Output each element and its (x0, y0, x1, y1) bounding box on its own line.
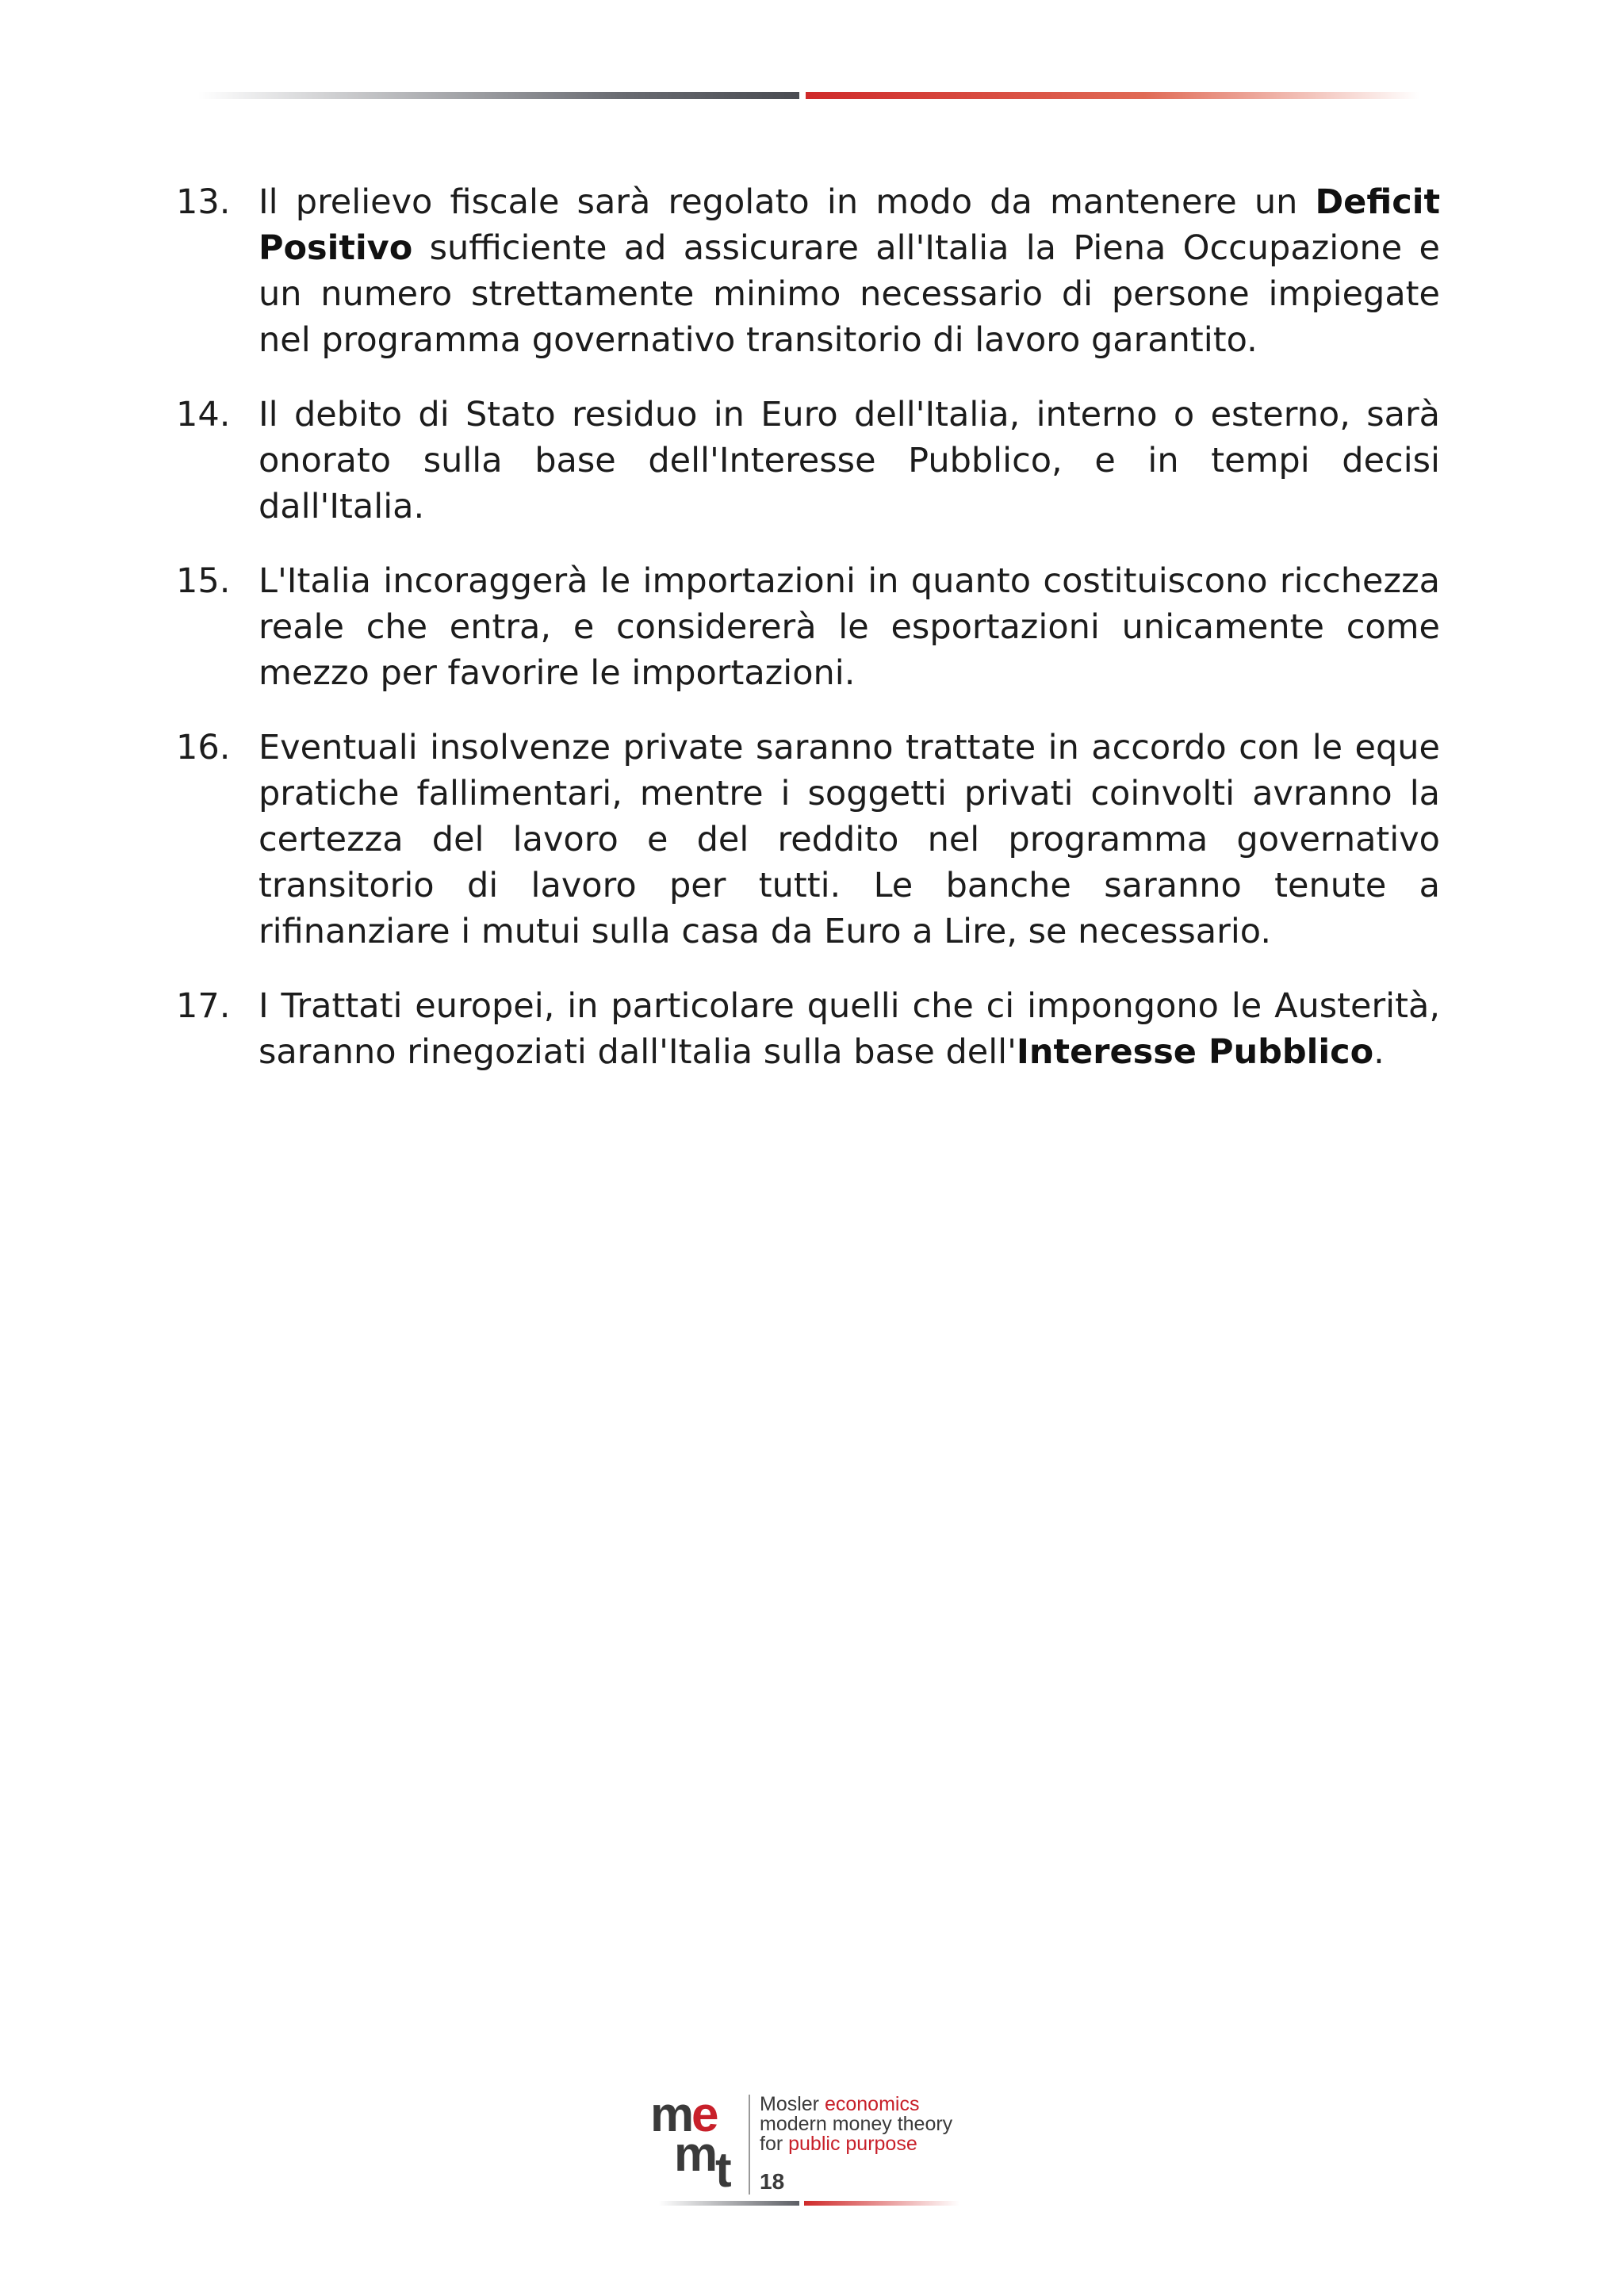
logo-divider (749, 2095, 750, 2195)
document-body (176, 179, 1440, 1104)
tagline-line-2: modern money theory (760, 2113, 953, 2135)
list-item (176, 983, 1440, 1075)
tagline-line-3 (760, 2134, 952, 2154)
tagline-mosler: Mosler (760, 2093, 825, 2115)
footer-rule (658, 2201, 959, 2206)
text-run: . (1373, 1032, 1385, 1072)
list-item (176, 392, 1440, 530)
item-text (259, 983, 1440, 1075)
item-text (259, 392, 1440, 530)
header-rule-grey (198, 92, 799, 99)
page-number: 18 (760, 2169, 785, 2194)
svg-text:e: e (691, 2087, 719, 2142)
text-run: Il debito di Stato residuo in Euro dell'Italia, interno o esterno, sarà onorato sulla base dell'Interesse Pubblico, e in tempi decisi dall'Italia. (259, 395, 1440, 526)
tagline-for: for (760, 2133, 789, 2155)
footer-rule-red (804, 2201, 959, 2206)
bold-term: Interesse Pubblico (1016, 1032, 1374, 1072)
header-rule (198, 92, 1419, 99)
svg-text:m: m (674, 2127, 714, 2182)
footer-rule-grey (658, 2201, 799, 2206)
svg-text:t: t (715, 2143, 732, 2188)
item-number: 17. (176, 986, 231, 1026)
item-number: 13. (176, 182, 231, 222)
list-item (176, 179, 1440, 363)
item-number: 15. (176, 561, 231, 601)
logo-tagline (760, 2095, 952, 2154)
list-item (176, 558, 1440, 696)
text-run: Eventuali insolvenze private saranno trattate in accordo con le eque pratiche fallimentari, mentre i soggetti privati coinvolti avranno la certezza del lavoro e del reddito nel programma governativo transitorio di lavoro per tutti. Le banche saranno tenute a rifinanziare i mutui sulla casa da Euro a Lire, se necessario. (259, 728, 1440, 951)
list-item (176, 725, 1440, 955)
item-number: 16. (176, 728, 231, 767)
tagline-line-1 (760, 2095, 952, 2114)
numbered-list (176, 179, 1440, 1075)
item-number: 14. (176, 395, 231, 434)
text-run: I Trattati europei, in particolare quelli che ci impongono le Austerità, saranno rinegoziati dall'Italia sulla base dell' (259, 986, 1440, 1072)
bold-term: Deficit Positivo (259, 182, 1440, 268)
text-run: Il prelievo fiscale sarà regolato in modo da mantenere un (259, 182, 1316, 222)
text-run: sufficiente ad assicurare all'Italia la Piena Occupazione e un numero strettamente minimo necessario di persone impiegate nel programma governativo transitorio di lavoro garantito. (259, 228, 1440, 360)
item-text (259, 725, 1440, 955)
item-text (259, 179, 1440, 363)
header-rule-red (806, 92, 1419, 99)
svg-text:m: m (650, 2087, 690, 2142)
tagline-public-purpose: public purpose (788, 2133, 917, 2155)
footer (650, 2085, 967, 2212)
memt-logo (650, 2085, 752, 2188)
tagline-economics: economics (824, 2093, 920, 2115)
text-run: L'Italia incoraggerà le importazioni in quanto costituiscono ricchezza reale che entra, e considererà le esportazioni unicamente come mezzo per favorire le importazioni. (259, 561, 1440, 693)
item-text (259, 558, 1440, 696)
